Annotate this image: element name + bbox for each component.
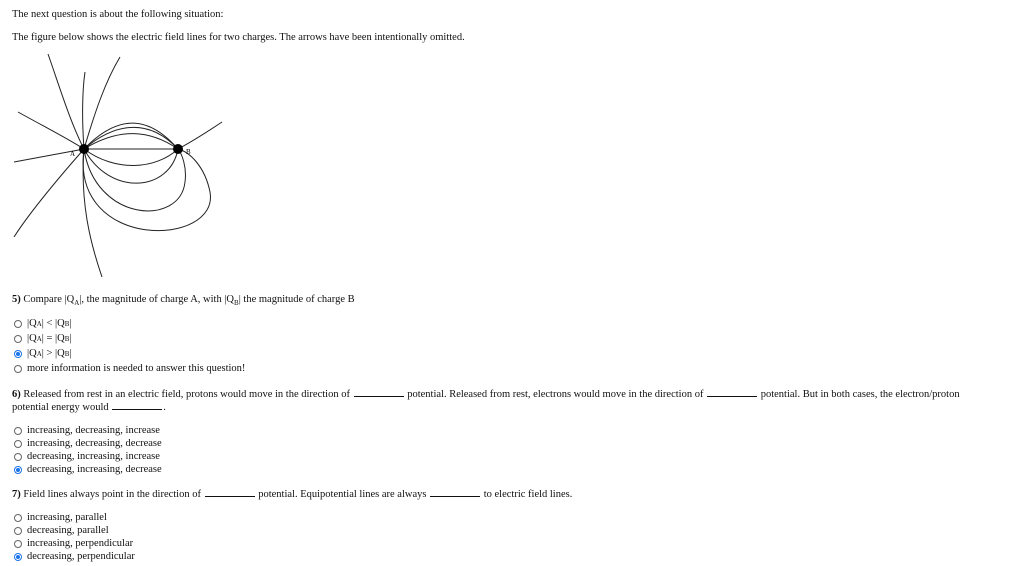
radio-button[interactable] xyxy=(14,427,22,435)
option-text: | xyxy=(69,318,72,329)
q5-option-1[interactable] xyxy=(14,318,72,329)
question-text: potential. Released from rest, electrons would move in the direction of xyxy=(407,389,704,400)
radio-button[interactable] xyxy=(14,440,22,448)
radio-button[interactable] xyxy=(14,540,22,548)
field-line xyxy=(84,149,178,183)
charge-a-label: A xyxy=(70,150,76,158)
field-line xyxy=(14,149,84,237)
field-line xyxy=(84,127,178,149)
option-text: decreasing, parallel xyxy=(27,525,109,536)
question-text: | the magnitude of charge B xyxy=(238,294,355,305)
question-text: potential. Equipotential lines are always xyxy=(258,489,427,500)
charge-b-label: B xyxy=(186,148,191,156)
radio-button[interactable] xyxy=(14,320,22,328)
question-text: potential energy would xyxy=(12,402,109,413)
q7-option-3[interactable] xyxy=(14,538,133,549)
q6-option-1[interactable] xyxy=(14,425,160,436)
q6-option-3[interactable] xyxy=(14,451,160,462)
question-number: 6) xyxy=(12,389,21,400)
subscript: A xyxy=(36,319,42,328)
radio-button[interactable] xyxy=(14,514,22,522)
option-text: | > |Q xyxy=(41,348,65,359)
option-text: increasing, decreasing, increase xyxy=(27,425,160,436)
question-text: |, the magnitude of charge A, with |Q xyxy=(79,294,235,305)
option-text: decreasing, increasing, increase xyxy=(27,451,160,462)
answer-blank xyxy=(707,388,757,397)
radio-button-selected[interactable] xyxy=(14,553,22,561)
intro-text: The next question is about the following situation: xyxy=(12,9,224,20)
subscript: A xyxy=(74,299,80,308)
question-text: Released from rest in an electric field, protons would move in the direction of xyxy=(23,389,350,400)
q5-option-4[interactable] xyxy=(14,363,245,374)
q7-option-1[interactable] xyxy=(14,512,107,523)
question-text: . xyxy=(163,402,166,413)
option-text: increasing, perpendicular xyxy=(27,538,134,549)
question-number: 5) xyxy=(12,294,21,305)
q6-option-2[interactable] xyxy=(14,438,162,449)
option-text: decreasing, perpendicular xyxy=(27,551,135,562)
radio-button[interactable] xyxy=(14,527,22,535)
option-text: | < |Q xyxy=(41,318,65,329)
option-text: decreasing, increasing, decrease xyxy=(27,464,162,475)
field-line xyxy=(178,122,222,149)
question-text: potential. But in both cases, the electron/proton xyxy=(760,389,960,400)
radio-button[interactable] xyxy=(14,365,22,373)
radio-button[interactable] xyxy=(14,335,22,343)
option-text: |Q xyxy=(27,318,37,329)
field-lines xyxy=(14,54,222,277)
field-line xyxy=(48,54,84,149)
q5-option-2[interactable] xyxy=(14,333,72,344)
option-text: |Q xyxy=(27,348,37,359)
charge-a xyxy=(79,144,89,154)
question-text: Field lines always point in the direction of xyxy=(23,489,201,500)
subscript: A xyxy=(36,349,42,358)
q5-option-3[interactable] xyxy=(14,348,72,359)
option-text: more information is needed to answer this question! xyxy=(27,363,246,374)
question-text: Compare |Q xyxy=(23,294,75,305)
q6-option-4[interactable] xyxy=(14,464,162,475)
radio-button-selected[interactable] xyxy=(14,466,22,474)
q7-option-4[interactable] xyxy=(14,551,135,562)
q7-option-2[interactable] xyxy=(14,525,109,536)
answer-blank xyxy=(112,401,162,410)
answer-blank xyxy=(430,488,480,497)
field-line xyxy=(18,112,84,149)
field-line xyxy=(84,57,120,149)
subscript: B xyxy=(64,319,70,328)
description-text: The figure below shows the electric field lines for two charges. The arrows have been intentionally omitted. xyxy=(12,32,465,43)
option-text: |Q xyxy=(27,333,37,344)
option-text: increasing, parallel xyxy=(27,512,107,523)
answer-blank xyxy=(354,388,404,397)
charge-b xyxy=(173,144,183,154)
radio-button-selected[interactable] xyxy=(14,350,22,358)
option-text: | xyxy=(69,348,72,359)
option-text: increasing, decreasing, decrease xyxy=(27,438,162,449)
question-5 xyxy=(12,294,355,307)
subscript: B xyxy=(64,349,70,358)
question-number: 7) xyxy=(12,489,21,500)
option-text: | = |Q xyxy=(41,333,65,344)
radio-button[interactable] xyxy=(14,453,22,461)
question-text: to electric field lines. xyxy=(483,489,573,500)
question-7 xyxy=(12,488,572,500)
field-lines-figure xyxy=(10,52,240,282)
question-6 xyxy=(12,388,960,400)
field-line xyxy=(83,72,85,149)
option-text: | xyxy=(69,333,72,344)
subscript: A xyxy=(36,334,42,343)
answer-blank xyxy=(205,488,255,497)
subscript: B xyxy=(64,334,70,343)
field-line xyxy=(84,149,178,166)
question-6-cont xyxy=(12,401,166,413)
subscript: B xyxy=(234,299,239,308)
